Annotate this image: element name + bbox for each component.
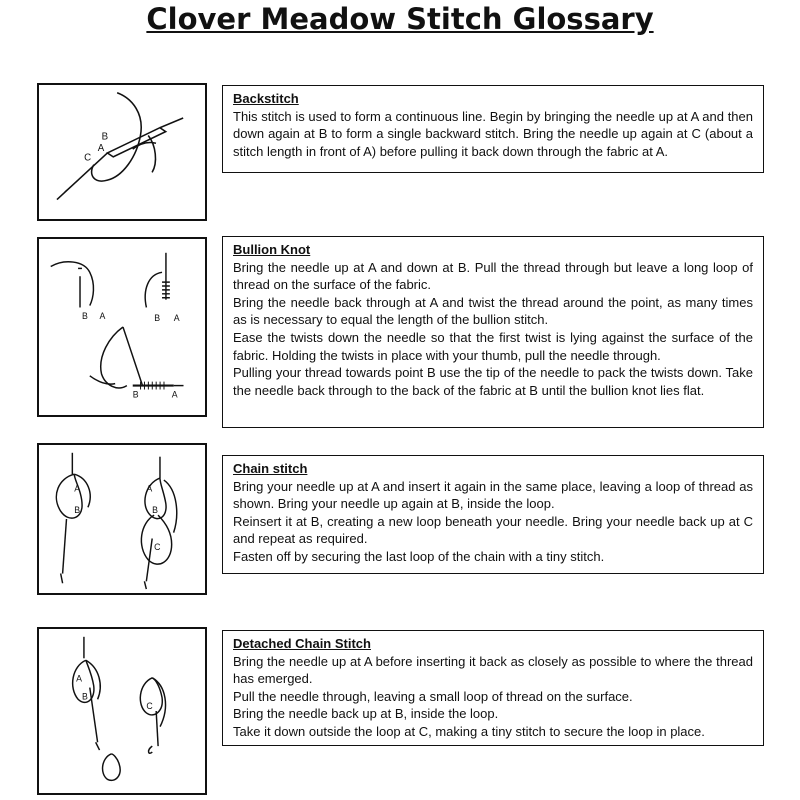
- entry-paragraph: Bring the needle back up at B, inside the loop.: [233, 706, 499, 722]
- illus-label: C: [154, 542, 161, 553]
- entry-paragraph: Fasten off by securing the last loop of the chain with a tiny stitch.: [233, 548, 605, 564]
- illus-label: C: [146, 701, 153, 712]
- entry-paragraph: This stitch is used to form a continuous line. Begin by bringing the needle up at A and then down again at B to form a single backward stitch. Bring the needle up again at C (about a stitch length in front of A) before pulling it back down through the fabric at A.: [233, 108, 753, 159]
- illus-label: A: [76, 673, 82, 684]
- entry-name: Backstitch: [233, 91, 299, 106]
- chain-stitch-diagram-icon: [39, 445, 205, 593]
- detached-chain-stitch-diagram-icon: [39, 629, 205, 793]
- chain-stitch-entry: [222, 455, 764, 574]
- bullion-knot-diagram-icon: [39, 239, 205, 415]
- backstitch-diagram-icon: [39, 85, 205, 219]
- entry-name: Detached Chain Stitch: [233, 636, 371, 651]
- entry-paragraph: Pulling your thread towards point B use the tip of the needle to pack the twists down. Take the needle back through to the back of the fabric at B until the bullion knot lies flat.: [233, 365, 753, 398]
- entry-paragraph: Bring your needle up at A and insert it again in the same place, leaving a loop of thread as shown. Bring your needle up again at B, inside the loop.: [233, 478, 753, 512]
- entry-paragraph: Bring the needle up at A before inserting it back as closely as possible to where the thread has emerged.: [233, 653, 753, 687]
- illus-label: C: [84, 152, 92, 164]
- entry-paragraph: Take it down outside the loop at C, making a tiny stitch to secure the loop in place.: [233, 723, 705, 739]
- illus-label: A: [74, 483, 81, 494]
- bullion-knot-illustration: [37, 237, 207, 417]
- illus-label: B: [152, 505, 159, 516]
- bullion-knot-entry: [222, 236, 764, 428]
- entry-name: Chain stitch: [233, 461, 308, 476]
- illus-label: A: [171, 389, 178, 400]
- detached-chain-stitch-illustration: [37, 627, 207, 795]
- entry-paragraph: Reinsert it at B, creating a new loop beneath your needle. Bring your needle back up at C and repeat as required.: [233, 513, 753, 547]
- illus-label: A: [173, 313, 180, 324]
- entry-paragraph: Bring the needle back through at A and twist the thread around the point, as many times as is necessary to equal the length of the bullion stitch.: [233, 294, 753, 328]
- backstitch-entry: [222, 85, 764, 173]
- entry-paragraph: Bring the needle up at A and down at B. Pull the thread through but leave a long loop of thread on the surface of the fabric.: [233, 259, 753, 293]
- page-title: Clover Meadow Stitch Glossary: [146, 2, 654, 36]
- detached-chain-stitch-entry: [222, 630, 764, 746]
- illus-label: B: [81, 311, 88, 322]
- illus-label: B: [74, 505, 81, 516]
- illus-label: A: [99, 311, 106, 322]
- illus-label: B: [81, 691, 88, 702]
- illus-label: B: [101, 131, 109, 143]
- illus-label: A: [97, 143, 105, 155]
- backstitch-illustration: [37, 83, 207, 221]
- illus-label: A: [146, 483, 153, 494]
- chain-stitch-illustration: [37, 443, 207, 595]
- illus-label: B: [132, 389, 139, 400]
- entry-name: Bullion Knot: [233, 242, 311, 257]
- illus-label: B: [154, 313, 161, 324]
- entry-paragraph: Pull the needle through, leaving a small loop of thread on the surface.: [233, 688, 633, 704]
- entry-paragraph: Ease the twists down the needle so that the first twist is lying against the surface of the fabric. Holding the twists in place with your thumb, pull the needle through.: [233, 329, 753, 363]
